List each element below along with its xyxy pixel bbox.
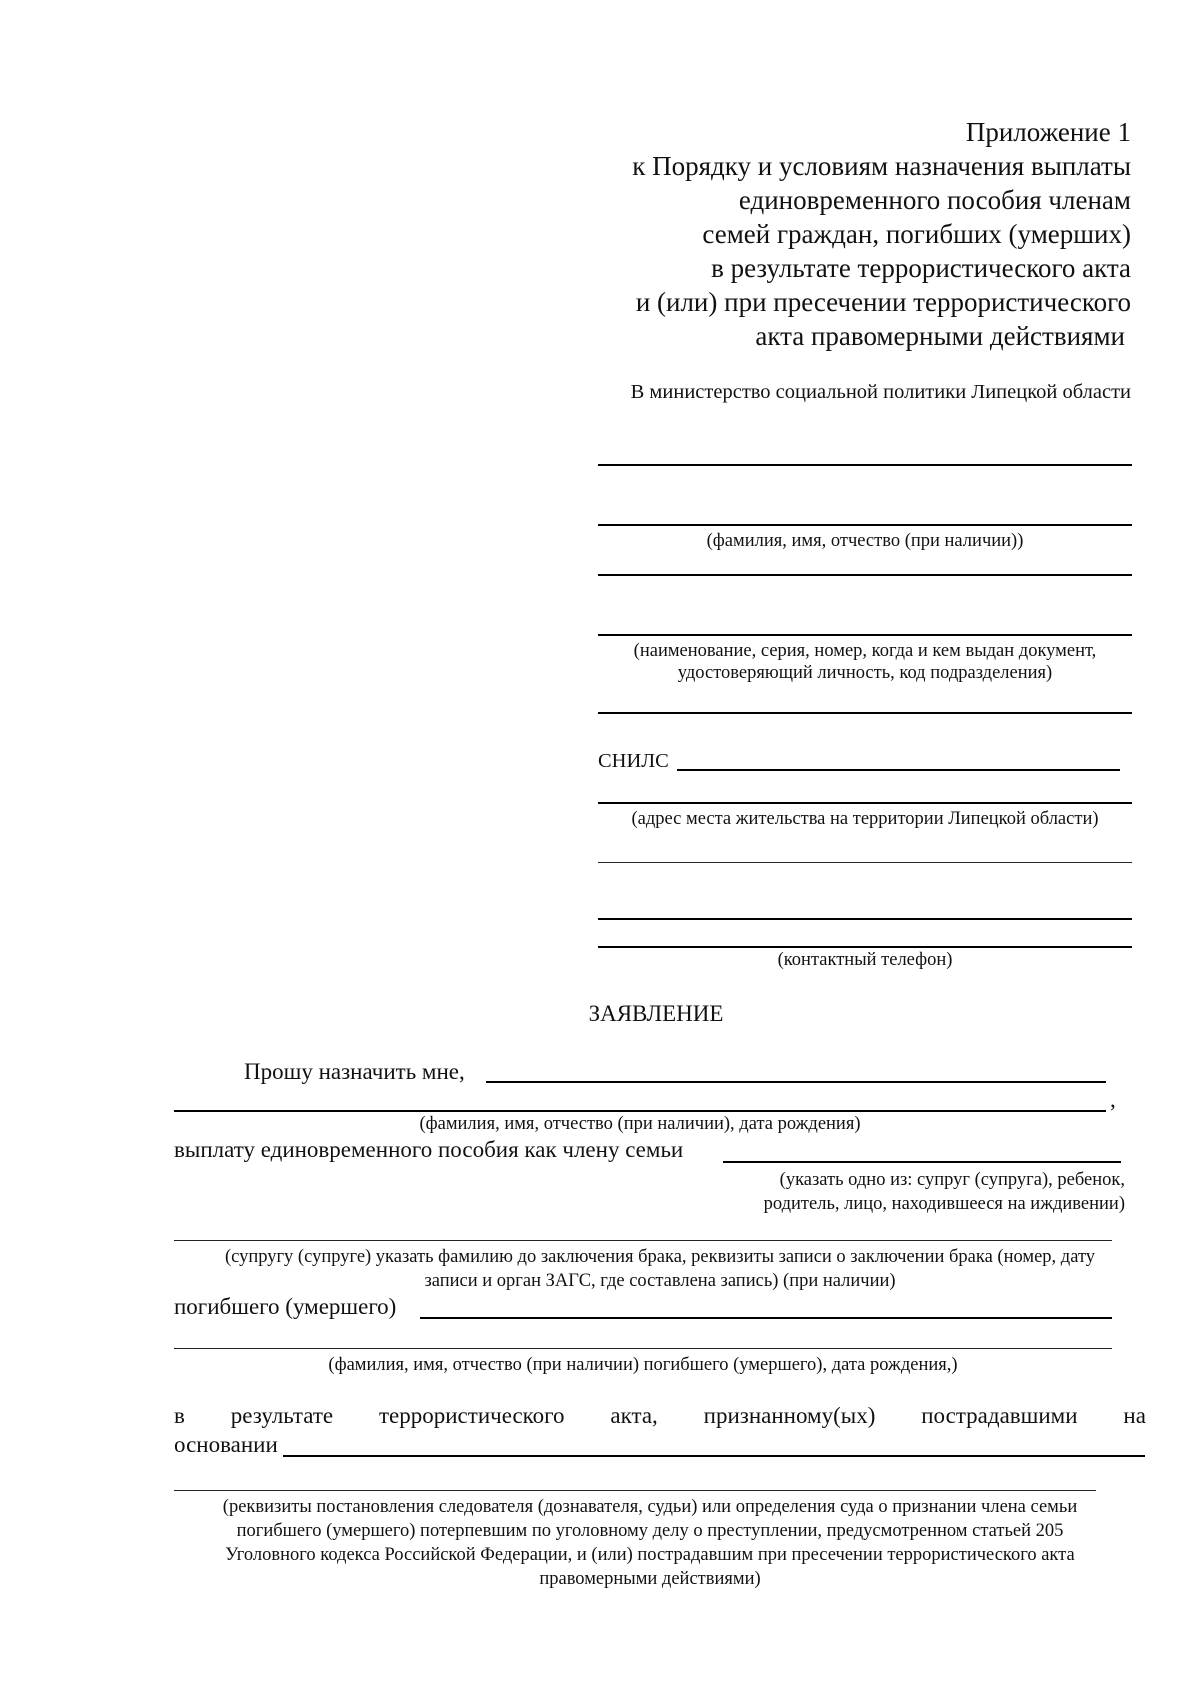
appendix-line: и (или) при пресечении террористического (635, 287, 1131, 317)
basis-hint: Уголовного кодекса Российской Федерации, и (или) пострадавшим при пресечении террористического акта (225, 1545, 1075, 1565)
address-line-3[interactable] (598, 918, 1132, 920)
snils-label: СНИЛС (598, 750, 669, 772)
statement-heading: ЗАЯВЛЕНИЕ (588, 1001, 724, 1026)
relation-field[interactable] (723, 1161, 1121, 1163)
basis-field[interactable] (283, 1455, 1145, 1457)
addressee: В министерство социальной политики Липецкой области (630, 381, 1131, 403)
relation-hint: (указать одно из: супруг (супруга), ребенок, (779, 1170, 1125, 1190)
applicant-line-3[interactable] (598, 574, 1132, 576)
deceased-field-2[interactable] (174, 1348, 1112, 1349)
result-line (174, 1402, 1146, 1430)
phone-line[interactable] (598, 946, 1132, 948)
snils-field[interactable] (677, 769, 1120, 771)
applicant-name-field-2[interactable] (174, 1110, 1106, 1112)
basis-field-2[interactable] (174, 1490, 1096, 1491)
applicant-name-field[interactable] (486, 1081, 1106, 1083)
phone-hint: (контактный телефон) (777, 950, 953, 970)
appendix-line: акта правомерными действиями (755, 321, 1125, 351)
basis-hint: (реквизиты постановления следователя (дознавателя, судьи) или определения суда о признании члена семьи (222, 1497, 1078, 1517)
fio-hint: (фамилия, имя, отчество (при наличии)) (706, 531, 1024, 551)
result-word: результате (230, 1403, 334, 1428)
appendix-line: в результате террористического акта (711, 253, 1131, 283)
payment-label: выплату единовременного пособия как члену семьи (174, 1137, 684, 1162)
document-hint: (наименование, серия, номер, когда и кем выдан документ, (633, 641, 1097, 661)
deceased-label: погибшего (умершего) (174, 1294, 397, 1319)
appendix-line: к Порядку и условиям назначения выплаты (632, 151, 1131, 181)
result-word: террористического (378, 1403, 565, 1428)
applicant-line-2[interactable] (598, 524, 1132, 526)
basis-hint: правомерными действиями) (539, 1569, 761, 1589)
address-line-1[interactable] (598, 802, 1132, 804)
document-hint: удостоверяющий личность, код подразделения) (677, 663, 1053, 683)
document-line[interactable] (598, 634, 1132, 636)
spouse-field[interactable] (174, 1240, 1112, 1241)
result-word: пострадавшими (921, 1403, 1078, 1428)
request-label: Прошу назначить мне, (244, 1059, 465, 1084)
comma: , (1110, 1087, 1116, 1112)
basis-hint: погибшего (умершего) потерпевшим по уголовному делу о преступлении, предусмотренном статьей 205 (236, 1521, 1064, 1541)
basis-label: основании (174, 1432, 278, 1457)
appendix-title: Приложение 1 (965, 117, 1131, 147)
address-line-2[interactable] (598, 862, 1132, 863)
result-word: в (174, 1403, 185, 1428)
result-word: акта, (610, 1403, 658, 1428)
document-line-2[interactable] (598, 712, 1132, 714)
appendix-line: семей граждан, погибших (умерших) (702, 219, 1131, 249)
spouse-hint: (супругу (супруге) указать фамилию до заключения брака, реквизиты записи о заключении брака (номер, дату (224, 1247, 1096, 1267)
result-word: признанному(ых) (703, 1403, 876, 1428)
appendix-line: единовременного пособия членам (738, 185, 1131, 215)
applicant-line-1[interactable] (598, 464, 1132, 466)
result-word: на (1123, 1403, 1146, 1428)
applicant-hint: (фамилия, имя, отчество (при наличии), дата рождения) (419, 1114, 861, 1134)
relation-hint: родитель, лицо, находившееся на иждивении) (763, 1194, 1125, 1214)
spouse-hint: записи и орган ЗАГС, где составлена запись) (при наличии) (424, 1271, 896, 1291)
deceased-field[interactable] (420, 1317, 1112, 1319)
deceased-hint: (фамилия, имя, отчество (при наличии) погибшего (умершего), дата рождения,) (328, 1355, 958, 1375)
address-hint: (адрес места жительства на территории Липецкой области) (631, 809, 1099, 829)
